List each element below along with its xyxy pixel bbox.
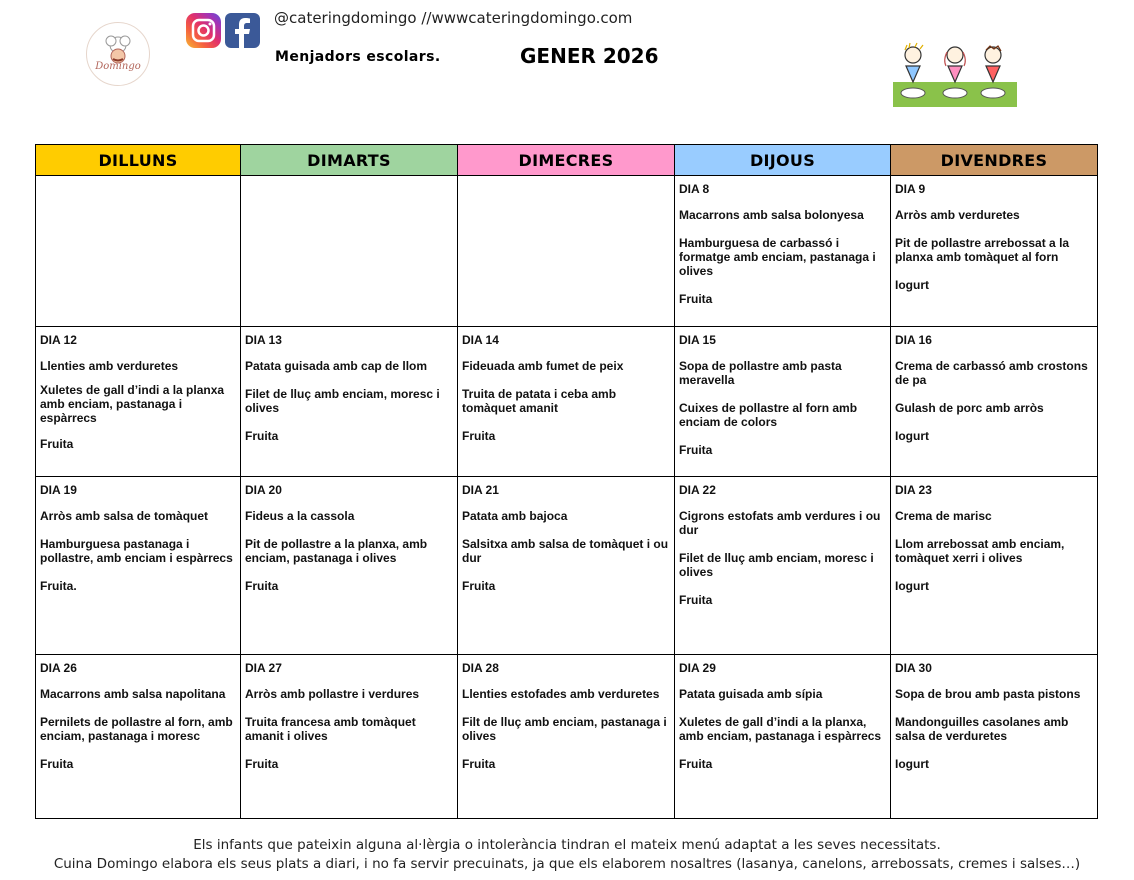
page-subtitle: Menjadors escolars. <box>275 49 441 65</box>
day-cell <box>675 176 891 327</box>
second-course: Xuletes de gall d’indi a la planxa, amb enciam, pastanaga i espàrrecs <box>679 715 882 743</box>
second-course: Filt de lluç amb enciam, pastanaga i olives <box>462 715 667 743</box>
dessert: Iogurt <box>895 579 929 593</box>
day-cell <box>675 655 891 819</box>
header-divendres: DIVENDRES <box>891 145 1098 176</box>
day-cell <box>36 655 241 819</box>
first-course: Sopa de pollastre amb pasta meravella <box>679 359 842 387</box>
dessert: Fruita. <box>40 579 77 593</box>
day-cell <box>891 477 1098 655</box>
dessert: Fruita <box>679 292 713 306</box>
first-course: Sopa de brou amb pasta pistons <box>895 687 1081 701</box>
day-cell <box>36 477 241 655</box>
day-label: DIA 8 <box>679 182 710 196</box>
day-cell <box>891 327 1098 477</box>
second-course: Filet de lluç amb enciam, moresc i olives <box>245 387 440 415</box>
second-course: Salsitxa amb salsa de tomàquet i ou dur <box>462 537 669 565</box>
first-course: Crema de marisc <box>895 509 992 523</box>
day-label: DIA 19 <box>40 483 77 497</box>
header-dilluns: DILLUNS <box>36 145 241 176</box>
dessert: Fruita <box>245 757 279 771</box>
day-label: DIA 29 <box>679 661 716 675</box>
dessert: Fruita <box>40 437 74 451</box>
day-cell <box>675 327 891 477</box>
instagram-icon[interactable] <box>186 13 221 48</box>
second-course: Pit de pollastre arrebossat a la planxa amb tomàquet al forn <box>895 236 1070 264</box>
day-cell <box>458 477 675 655</box>
first-course: Patata amb bajoca <box>462 509 568 523</box>
second-course: Pit de pollastre a la planxa, amb enciam, pastanaga i olives <box>245 537 428 565</box>
first-course: Arròs amb salsa de tomàquet <box>40 509 209 523</box>
day-label: DIA 15 <box>679 333 716 347</box>
facebook-icon[interactable] <box>225 13 260 48</box>
day-label: DIA 20 <box>245 483 282 497</box>
dessert: Iogurt <box>895 278 929 292</box>
day-cell <box>891 176 1098 327</box>
day-label: DIA 13 <box>245 333 282 347</box>
logo-text: Domingo <box>95 61 141 72</box>
catering-logo <box>86 22 150 86</box>
day-label: DIA 30 <box>895 661 932 675</box>
homemade-note: Cuina Domingo elabora els seus plats a diari, i no fa servir precuinats, ja que els elaborem nosaltres (lasanya, canelons, arrebossats, cremes i salses…) <box>53 856 1081 872</box>
second-course: Truita francesa amb tomàquet amanit i olives <box>245 715 416 743</box>
week-row <box>36 327 1098 477</box>
children-eating-icon <box>893 42 1017 107</box>
day-label: DIA 14 <box>462 333 499 347</box>
day-label: DIA 22 <box>679 483 716 497</box>
first-course: Fideus a la cassola <box>245 509 355 523</box>
day-cell <box>675 477 891 655</box>
day-cell <box>36 327 241 477</box>
page-title: GENER 2026 <box>520 44 659 68</box>
day-label: DIA 23 <box>895 483 932 497</box>
week-row <box>36 176 1098 327</box>
second-course: Pernilets de pollastre al forn, amb enciam, pastanaga i moresc <box>40 715 233 743</box>
first-course: Fideuada amb fumet de peix <box>462 359 624 373</box>
first-course: Arròs amb verduretes <box>895 208 1020 222</box>
day-label: DIA 21 <box>462 483 499 497</box>
first-course: Llenties estofades amb verduretes <box>462 687 660 701</box>
empty-day-cell <box>36 176 241 327</box>
first-course: Macarrons amb salsa napolitana <box>40 687 226 701</box>
first-course: Crema de carbassó amb crostons de pa <box>895 359 1088 387</box>
first-course: Patata guisada amb sípia <box>679 687 823 701</box>
empty-day-cell <box>241 176 458 327</box>
dessert: Fruita <box>245 579 279 593</box>
day-label: DIA 26 <box>40 661 77 675</box>
day-label: DIA 28 <box>462 661 499 675</box>
day-label: DIA 9 <box>895 182 926 196</box>
day-cell <box>458 327 675 477</box>
day-cell <box>241 327 458 477</box>
week-row <box>36 655 1098 819</box>
dessert: Fruita <box>462 757 496 771</box>
first-course: Llenties amb verduretes <box>40 359 179 373</box>
empty-day-cell <box>458 176 675 327</box>
dessert: Fruita <box>40 757 74 771</box>
second-course: Xuletes de gall d’indi a la planxa amb enciam, pastanaga i espàrrecs <box>40 383 225 425</box>
second-course: Hamburguesa de carbassó i formatge amb enciam, pastanaga i olives <box>679 236 876 278</box>
second-course: Truita de patata i ceba amb tomàquet amanit <box>462 387 617 415</box>
day-label: DIA 12 <box>40 333 77 347</box>
first-course: Macarrons amb salsa bolonyesa <box>679 208 864 222</box>
allergy-note: Els infants que pateixin alguna al·lèrgia o intolerància tindran el mateix menú adaptat a les seves necessitats. <box>193 837 941 853</box>
day-cell <box>891 655 1098 819</box>
header-dimarts: DIMARTS <box>241 145 458 176</box>
first-course: Arròs amb pollastre i verdures <box>245 687 420 701</box>
second-course: Mandonguilles casolanes amb salsa de verduretes <box>895 715 1069 743</box>
day-cell <box>241 477 458 655</box>
dessert: Fruita <box>462 429 496 443</box>
second-course: Gulash de porc amb arròs <box>895 401 1044 415</box>
week-row <box>36 477 1098 655</box>
dessert: Fruita <box>679 443 713 457</box>
header-dimecres: DIMECRES <box>458 145 675 176</box>
dessert: Fruita <box>462 579 496 593</box>
dessert: Fruita <box>679 593 713 607</box>
day-cell <box>241 655 458 819</box>
header-dijous: DIJOUS <box>675 145 891 176</box>
chef-icon <box>87 23 149 85</box>
dessert: Iogurt <box>895 429 929 443</box>
dessert: Fruita <box>679 757 713 771</box>
second-course: Llom arrebossat amb enciam, tomàquet xerri i olives <box>895 537 1065 565</box>
day-label: DIA 27 <box>245 661 282 675</box>
contact-info: @cateringdomingo //wwwcateringdomingo.com <box>274 9 633 27</box>
menu-calendar <box>35 144 1098 819</box>
dessert: Iogurt <box>895 757 929 771</box>
day-cell <box>458 655 675 819</box>
second-course: Filet de lluç amb enciam, moresc i olives <box>679 551 874 579</box>
second-course: Cuixes de pollastre al forn amb enciam de colors <box>679 401 858 429</box>
first-course: Cigrons estofats amb verdures i ou dur <box>679 509 881 537</box>
first-course: Patata guisada amb cap de llom <box>245 359 428 373</box>
day-label: DIA 16 <box>895 333 932 347</box>
second-course: Hamburguesa pastanaga i pollastre, amb enciam i espàrrecs <box>40 537 233 565</box>
dessert: Fruita <box>245 429 279 443</box>
